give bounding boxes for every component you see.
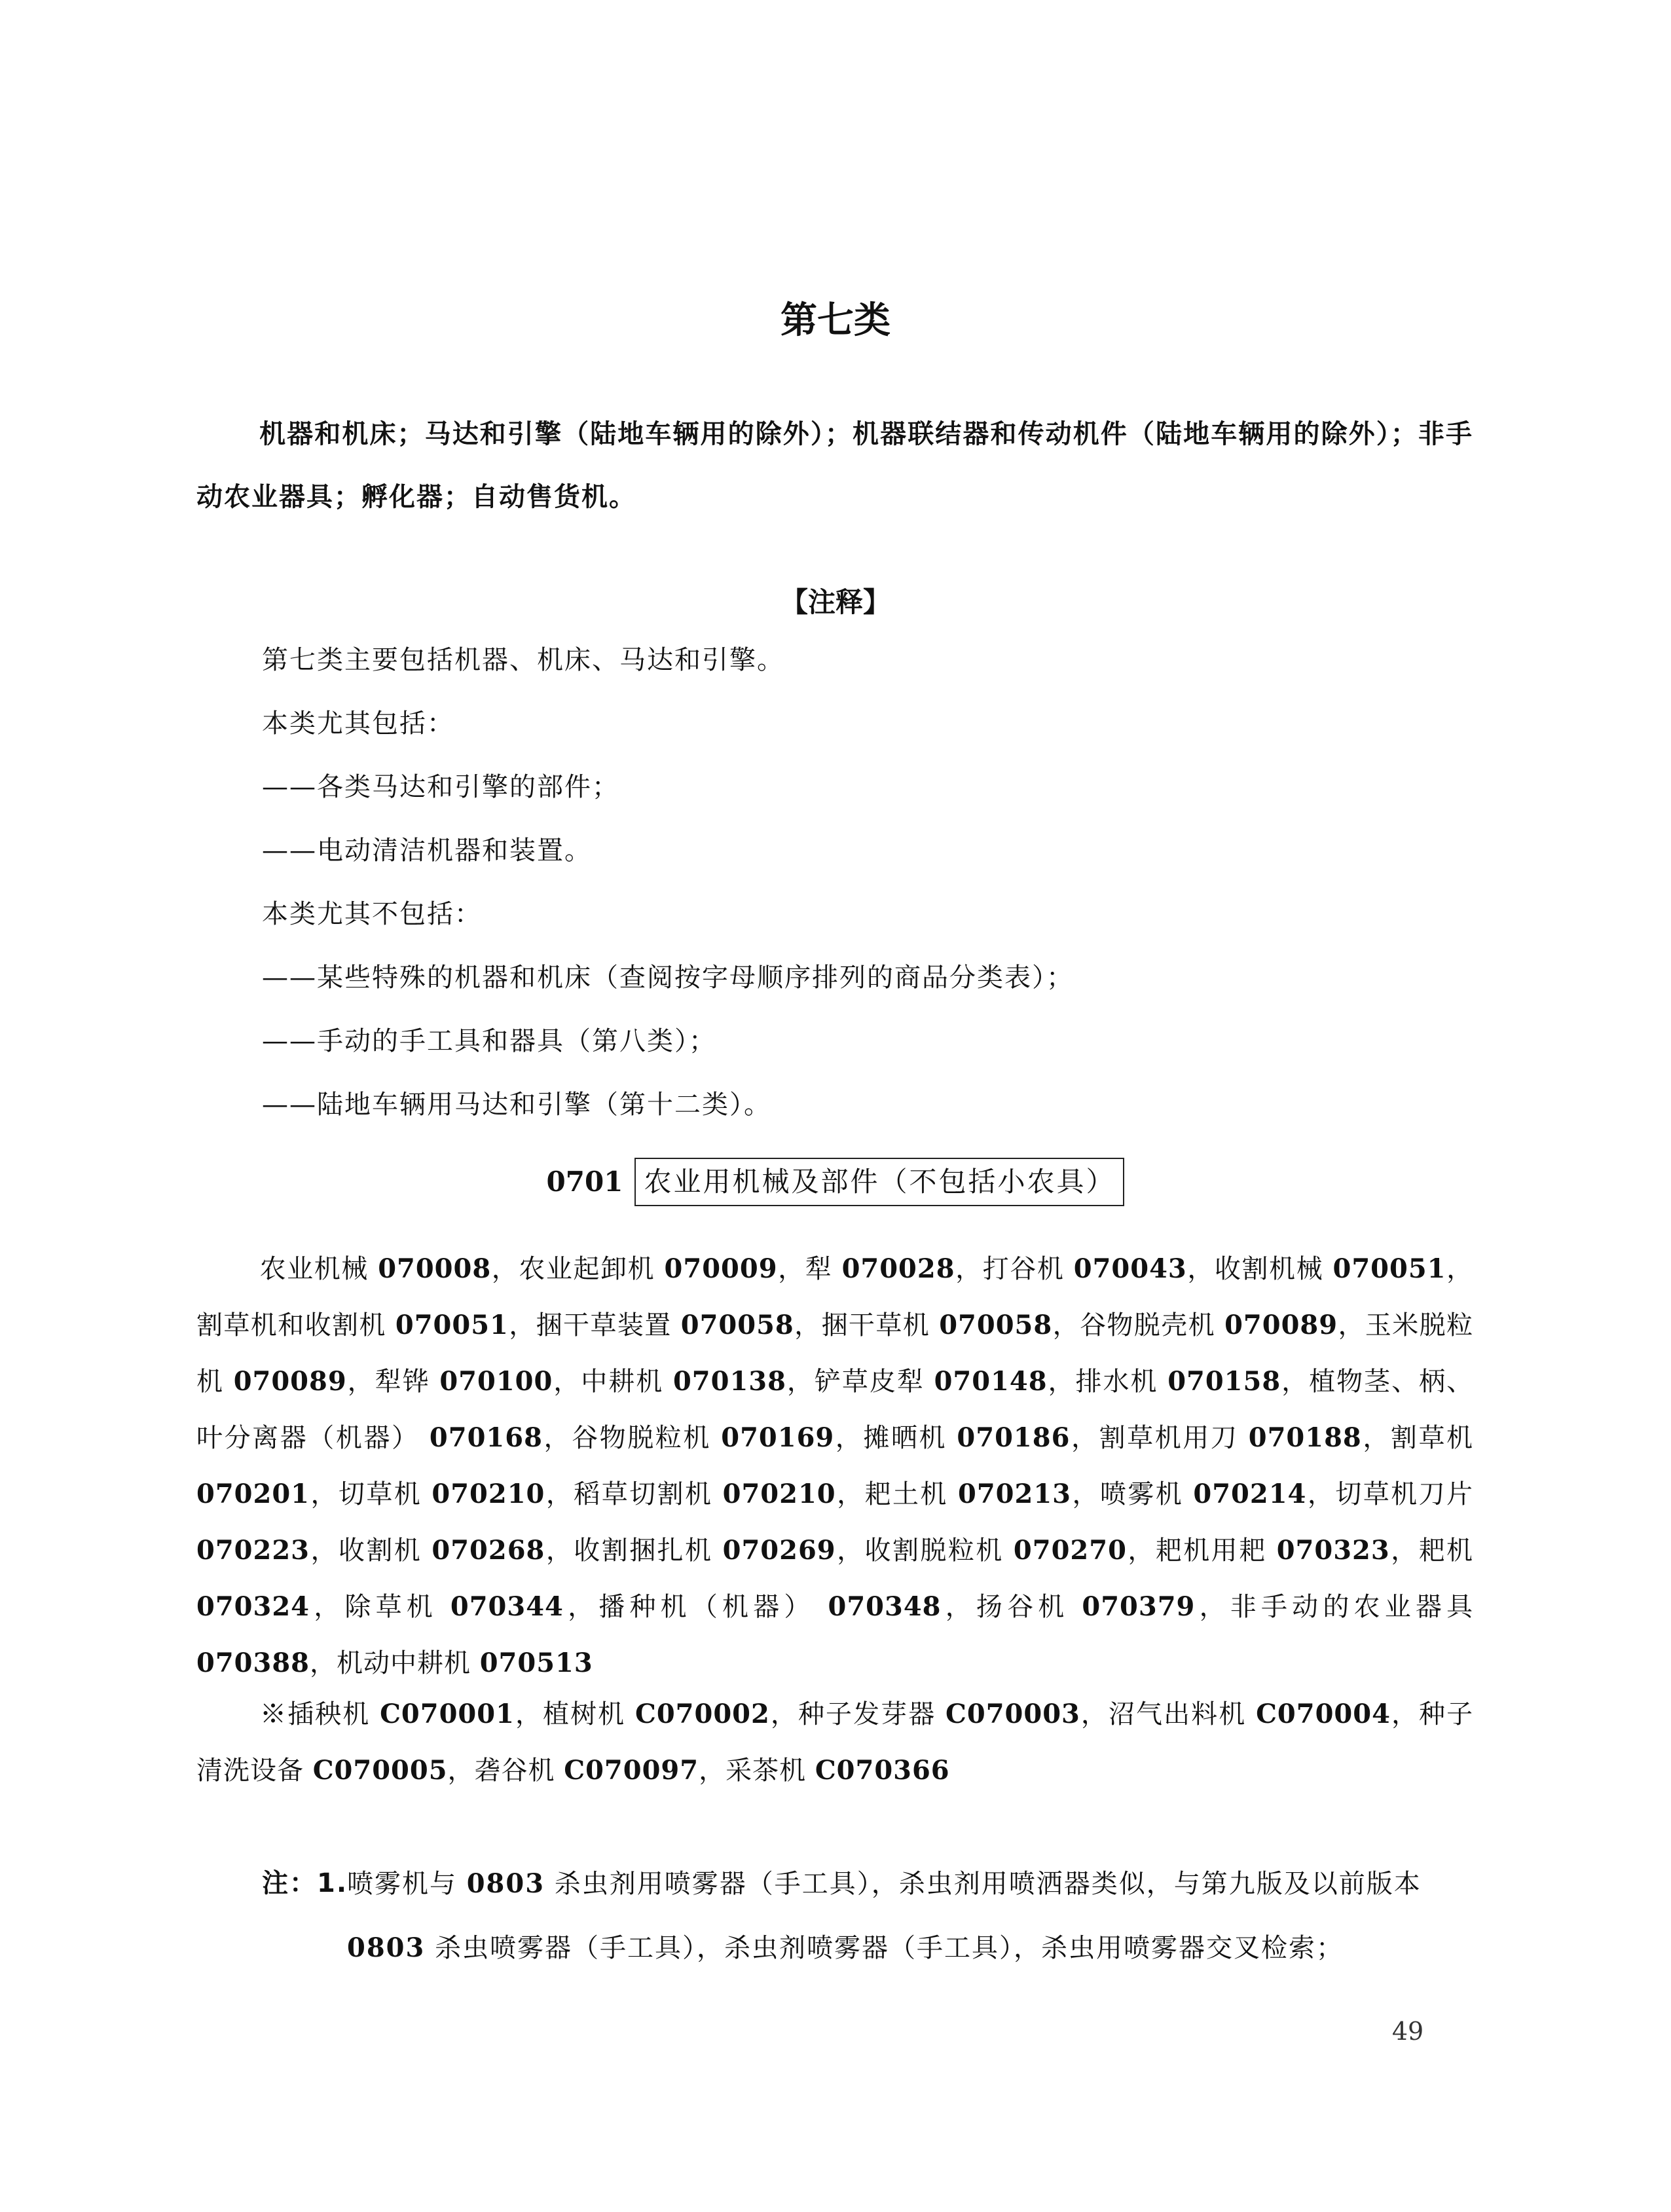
goods-code: 070348 [828, 1591, 942, 1622]
note-line: 本类尤其不包括： [262, 899, 482, 929]
goods-code: 070210 [432, 1479, 545, 1509]
goods-code: 070008 [378, 1253, 492, 1284]
subclass-title: 农业用机械及部件（不包括小农具） [634, 1158, 1124, 1206]
goods-item [475, 1756, 726, 1786]
class-title: 第七类 [780, 299, 891, 342]
goods-separator: ， [1306, 1479, 1336, 1509]
footnote-segment: 0803 [466, 1868, 545, 1899]
goods-code: 070043 [1073, 1253, 1187, 1284]
goods-separator: ， [563, 1592, 599, 1622]
goods-item [572, 1423, 863, 1453]
goods-item [581, 1367, 815, 1397]
goods-item [725, 1756, 950, 1786]
goods-code: 070210 [722, 1479, 836, 1509]
goods-separator: ， [491, 1254, 519, 1284]
goods-name: 玉米脱粒机 [196, 1310, 1474, 1397]
goods-code: 070213 [958, 1479, 1072, 1509]
goods-separator: ， [786, 1367, 815, 1397]
goods-code: C070004 [1256, 1699, 1391, 1729]
footnote-segment: 杀虫喷雾器（手工具），杀虫剂喷雾器（手工具），杀虫用喷雾器交叉检索； [425, 1933, 1344, 1963]
goods-separator: ， [310, 1479, 339, 1509]
goods-separator: ， [1080, 1699, 1109, 1729]
goods-code: 070188 [1248, 1422, 1362, 1453]
goods-item [865, 1536, 1156, 1566]
goods-separator: ， [447, 1756, 475, 1786]
goods-separator: ， [794, 1310, 822, 1340]
goods-code: 070270 [1013, 1535, 1127, 1566]
goods-item [822, 1310, 1080, 1340]
extra-goods-prefix: ※ [259, 1699, 288, 1729]
goods-code: 070158 [1167, 1366, 1281, 1397]
goods-name: 扬谷机 [976, 1592, 1069, 1622]
goods-name: 谷物脱粒机 [572, 1423, 711, 1453]
goods-separator: ， [769, 1699, 798, 1729]
goods-separator: ， [346, 1367, 375, 1397]
notes-block [262, 629, 1473, 1137]
goods-code: 070009 [664, 1253, 778, 1284]
goods-item [259, 1254, 519, 1284]
goods-code: 070269 [722, 1535, 836, 1566]
goods-code: 070324 [196, 1591, 310, 1622]
goods-name: 中耕机 [581, 1367, 664, 1397]
goods-item [865, 1479, 1100, 1509]
footnote [262, 1852, 1473, 1980]
goods-name: 植树机 [543, 1699, 626, 1729]
goods-item [598, 1592, 976, 1622]
goods-code: 070379 [1082, 1591, 1196, 1622]
goods-separator: ， [1338, 1310, 1365, 1340]
goods-code: 070169 [721, 1422, 835, 1453]
note-line: 本类尤其包括： [262, 709, 454, 739]
goods-name: 稻草切割机 [574, 1479, 713, 1509]
goods-name: 种子清洗设备 [196, 1699, 1474, 1786]
note-line: ——电动清洁机器和装置。 [262, 836, 592, 866]
goods-separator: ， [1195, 1592, 1230, 1622]
goods-name: 喷雾机 [1099, 1479, 1184, 1509]
goods-name: 耙土机 [864, 1479, 948, 1509]
goods-code: 070089 [233, 1366, 347, 1397]
goods-code: 070051 [395, 1310, 509, 1340]
goods-name: 犁铧 [375, 1367, 430, 1397]
goods-name: 摊晒机 [863, 1423, 947, 1453]
goods-separator: ， [553, 1367, 581, 1397]
goods-item [574, 1536, 864, 1566]
goods-item [1109, 1699, 1419, 1729]
goods-name: 谷物脱壳机 [1080, 1310, 1215, 1340]
goods-name: 砻谷机 [474, 1756, 555, 1786]
footnote-segment: 0803 [347, 1932, 426, 1963]
goods-code: 070214 [1193, 1479, 1307, 1509]
goods-separator: ， [777, 1254, 805, 1284]
goods-code: C070005 [312, 1755, 448, 1786]
goods-name: 植物茎、柄、叶分离器（机器） [196, 1367, 1474, 1453]
goods-item [339, 1536, 574, 1566]
goods-item [1156, 1536, 1419, 1566]
goods-item [863, 1423, 1099, 1453]
goods-separator: ， [836, 1536, 865, 1566]
goods-name: 插秧机 [287, 1699, 371, 1729]
goods-item [815, 1367, 1076, 1397]
goods-code: C070002 [635, 1699, 770, 1729]
footnote-segment: 喷雾机与 [347, 1869, 467, 1899]
goods-item [1099, 1423, 1391, 1453]
goods-separator: ， [542, 1423, 572, 1453]
goods-separator: ， [508, 1310, 536, 1340]
class-heading-line-1: 机器和机床；马达和引擎（陆地车辆用的除外）；机器联结器和传动机件（陆地车辆用的 [259, 419, 1321, 449]
goods-separator: ， [310, 1648, 337, 1678]
goods-code: 070268 [432, 1535, 545, 1566]
goods-item [519, 1254, 805, 1284]
goods-item [976, 1592, 1230, 1622]
goods-separator: ， [834, 1423, 864, 1453]
footnote-label: 注：1. [262, 1868, 348, 1898]
goods-name: 耙机用耙 [1155, 1536, 1267, 1566]
notes-title: 【注释】 [780, 586, 891, 618]
goods-code: 070323 [1276, 1535, 1390, 1566]
subclass-heading [0, 1156, 1671, 1208]
goods-code: C070097 [564, 1755, 699, 1786]
goods-code: C070001 [380, 1699, 515, 1729]
goods-code: 070058 [939, 1310, 1053, 1340]
goods-separator: ， [545, 1479, 574, 1509]
goods-item [536, 1310, 822, 1340]
note-line: 第七类主要包括机器、机床、马达和引擎。 [262, 645, 784, 675]
goods-item [805, 1254, 983, 1284]
goods-name: 非手动的农业器具 [1230, 1592, 1474, 1622]
goods-name: 采茶机 [725, 1756, 807, 1786]
class-heading-line-2: 除外）；非手动农业器具；孵化器；自动售货机。 [196, 419, 1474, 512]
goods-name: 收割机械 [1214, 1254, 1324, 1284]
note-line: ——某些特殊的机器和机床（查阅按字母顺序排列的商品分类表）； [262, 963, 1074, 993]
goods-item [1080, 1310, 1365, 1340]
goods-name: 捆干草机 [821, 1310, 930, 1340]
goods-name: 种子发芽器 [798, 1699, 936, 1729]
goods-name: 割草机用刀 [1099, 1423, 1239, 1453]
goods-item [1100, 1479, 1335, 1509]
goods-code: 070168 [429, 1422, 543, 1453]
goods-item [196, 1310, 536, 1340]
goods-separator: ， [1281, 1367, 1310, 1397]
goods-item [798, 1699, 1109, 1729]
goods-name: 农业机械 [259, 1254, 369, 1284]
goods-list [196, 1254, 1473, 1678]
goods-code: 070138 [672, 1366, 786, 1397]
goods-item [344, 1592, 598, 1622]
footnote-segment: 杀虫剂用喷雾器（手工具），杀虫剂用喷洒器类似，与第九版及以前版本 [545, 1869, 1422, 1899]
goods-item [337, 1648, 593, 1678]
goods-code: 070058 [680, 1310, 794, 1340]
goods-item [1215, 1254, 1473, 1284]
goods-name: 犁 [805, 1254, 833, 1284]
goods-separator: ， [514, 1699, 543, 1729]
goods-separator: ， [1389, 1536, 1419, 1566]
goods-code: C070003 [946, 1699, 1080, 1729]
goods-separator: ， [310, 1592, 345, 1622]
goods-separator: ， [1071, 1479, 1100, 1509]
goods-paragraph [196, 1241, 1473, 1691]
subclass-code: 0701 [546, 1166, 623, 1198]
goods-separator: ， [1052, 1310, 1080, 1340]
goods-name: 打谷机 [982, 1254, 1065, 1284]
goods-separator: ， [941, 1592, 976, 1622]
goods-name: 割草机 [1390, 1423, 1474, 1453]
goods-separator: ， [1361, 1423, 1391, 1453]
goods-code: 070148 [934, 1366, 1048, 1397]
goods-name: 切草机 [338, 1479, 422, 1509]
goods-item [983, 1254, 1215, 1284]
goods-code: 070223 [196, 1535, 310, 1566]
goods-code: 070513 [479, 1648, 593, 1678]
goods-code: 070201 [196, 1479, 310, 1509]
goods-separator: ， [545, 1536, 574, 1566]
goods-name: 收割机 [338, 1536, 422, 1566]
goods-separator: ， [1126, 1536, 1156, 1566]
class-heading [196, 403, 1473, 528]
goods-separator: ， [310, 1536, 339, 1566]
goods-code: 070344 [450, 1591, 564, 1622]
goods-item [287, 1699, 543, 1729]
goods-code: 070388 [196, 1648, 310, 1678]
goods-code: 070186 [957, 1422, 1071, 1453]
note-line: ——陆地车辆用马达和引擎（第十二类）。 [262, 1090, 771, 1120]
goods-separator: ， [836, 1479, 865, 1509]
goods-name: 割草机和收割机 [196, 1310, 386, 1340]
goods-name: 机动中耕机 [337, 1648, 471, 1678]
note-line: ——各类马达和引擎的部件； [262, 772, 619, 802]
goods-name: 铲草皮犁 [814, 1367, 925, 1397]
footnote-body [347, 1852, 1473, 1980]
goods-separator: ， [699, 1756, 726, 1786]
goods-item [543, 1699, 798, 1729]
extra-goods-paragraph [196, 1686, 1473, 1799]
goods-name: 除草机 [344, 1592, 437, 1622]
goods-code: 070100 [439, 1366, 553, 1397]
extra-goods-list [196, 1699, 1473, 1786]
goods-name: 捆干草装置 [536, 1310, 672, 1340]
goods-item [1076, 1367, 1310, 1397]
goods-name: 收割捆扎机 [574, 1536, 713, 1566]
goods-name: 耙机 [1418, 1536, 1474, 1566]
goods-item [375, 1367, 581, 1397]
page-number: 49 [1391, 2017, 1424, 2046]
goods-separator: ， [1047, 1367, 1076, 1397]
goods-code: C070366 [815, 1755, 950, 1786]
goods-separator: ， [1446, 1254, 1474, 1284]
note-line: ——手动的手工具和器具（第八类）； [262, 1026, 716, 1056]
goods-separator: ， [1186, 1254, 1215, 1284]
goods-name: 收割脱粒机 [864, 1536, 1004, 1566]
goods-separator: ， [1070, 1423, 1099, 1453]
goods-separator: ， [955, 1254, 983, 1284]
goods-name: 切草机刀片 [1335, 1479, 1474, 1509]
goods-item [574, 1479, 864, 1509]
goods-code: 070028 [841, 1253, 955, 1284]
goods-item [339, 1479, 574, 1509]
goods-name: 沼气出料机 [1109, 1699, 1247, 1729]
goods-code: 070051 [1332, 1253, 1446, 1284]
goods-name: 播种机（机器） [598, 1592, 815, 1622]
goods-name: 农业起卸机 [519, 1254, 655, 1284]
goods-separator: ， [1390, 1699, 1420, 1729]
goods-name: 排水机 [1075, 1367, 1158, 1397]
goods-code: 070089 [1224, 1310, 1338, 1340]
